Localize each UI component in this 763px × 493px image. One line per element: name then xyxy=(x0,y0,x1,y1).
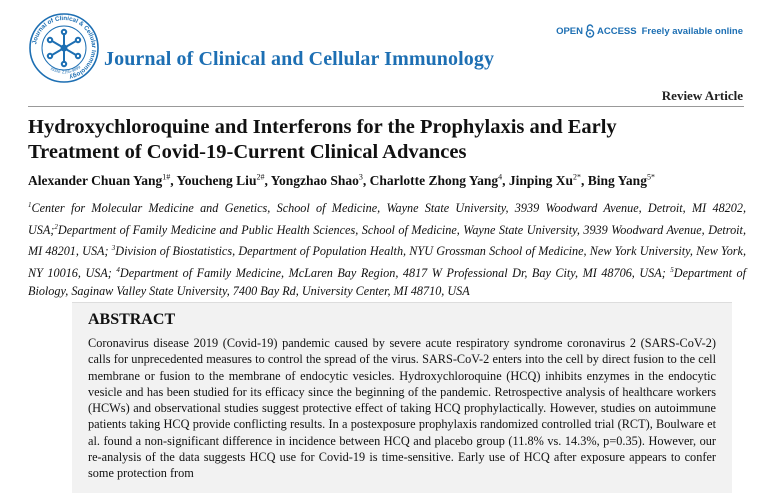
author: Alexander Chuan Yang$^{1\#}$, xyxy=(28,172,177,188)
affiliation: $^5$Department of Biology, Saginaw Valley State University, 7400 Bay Rd, University Center, MI 48710, USA xyxy=(28,265,747,299)
affiliation: $^3$Division of Biostatistics, Department of Population Health, NYU Grossman School of Medicine, New York University, New York, NY 10016, USA; xyxy=(28,244,746,280)
journal-logo xyxy=(28,12,100,84)
journal-header xyxy=(0,0,763,103)
header-divider xyxy=(28,106,744,107)
article-title xyxy=(28,115,748,165)
article-type: Review Article xyxy=(661,88,743,103)
abstract-text: Coronavirus disease 2019 (Covid-19) pandemic caused by severe acute respiratory syndrome coronavirus 2 (SARS-CoV-2) calls for unprecedented measures to control the spread of the virus. SARS-CoV-2 enters into the cell by direct fusion to the cell membrane or fusion to the membrane of endocytic vesicles. Hydroxychloroquine (HCQ) inhibits enzymes in the endocytic vesicle and has been studied for its efficacy since the beginning of the pandemic. Retrospective analysis of healthcare workers (HCWs) and observational studies suggest protective effect of taking HCQ prophylactically. However, studies on autoimmune patients taking HCQ provide conflicting results. In a postexposure prophylaxis randomized controlled trial (RCT), Boulware et al. found a non-significant difference in incidence between HCQ and placebo group (11.8% vs. 14.3%, p=0.35). However, our re-analysis of the data suggests HCQ use for Covid-19 is time-sensitive. Early use of HCQ after exposure appears to confer some protection from xyxy=(88,336,716,481)
author: Bing Yang$^{5*}$ xyxy=(587,172,655,188)
author: Yongzhao Shao$^3$, xyxy=(270,172,370,188)
author: Charlotte Zhong Yang$^4$, xyxy=(369,172,509,188)
affiliation: $^1$Center for Molecular Medicine and Genetics, School of Medicine, Wayne State University, 3939 Woodward Avenue, Detroit, MI 48202, USA; xyxy=(28,201,746,237)
author: Youcheng Liu$^{2\#}$, xyxy=(176,172,271,188)
title-line: Treatment of Covid-19-Current Clinical Advances xyxy=(28,141,467,163)
logo-ring-text: Journal of Clinical & Cellular Immunology xyxy=(31,14,98,81)
affiliation: $^4$Department of Family Medicine, McLaren Bay Region, 4817 W Professional Dr, Bay City, MI 48706, USA; xyxy=(116,265,666,280)
abstract-heading: ABSTRACT xyxy=(88,311,176,328)
author-list xyxy=(28,172,758,189)
journal-title: Journal of Clinical and Cellular Immunology xyxy=(104,48,495,70)
title-line: Hydroxychloroquine and Interferons for the Prophylaxis and Early xyxy=(28,116,617,138)
open-lock-icon xyxy=(585,24,595,38)
open-access-badge xyxy=(556,24,743,38)
freely-available-label: Freely available online xyxy=(641,25,743,37)
affiliations xyxy=(28,196,746,301)
logo-issn: ISSN: 2155-9899 xyxy=(49,64,82,75)
affiliation: $^2$Department of Family Medicine and Public Health Sciences, School of Medicine, Wayne State University, 3939 Woodward Avenue, Detroit, MI 48201, USA; xyxy=(28,222,746,259)
open-label: OPEN xyxy=(556,25,584,37)
author: Jinping $Xu^{2*}$, xyxy=(508,172,588,188)
access-label: ACCESS xyxy=(597,25,637,37)
